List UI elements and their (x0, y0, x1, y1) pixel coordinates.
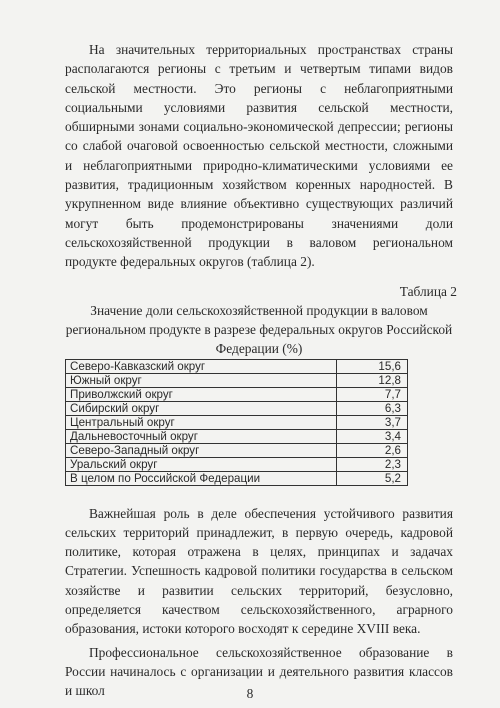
row-value: 5,2 (337, 471, 408, 485)
row-district: Центральный округ (66, 415, 337, 429)
table-row (66, 373, 408, 387)
agri-share-table (65, 359, 408, 486)
row-value: 2,6 (337, 443, 408, 457)
row-district: Северо-Кавказский округ (66, 359, 337, 373)
row-district: Сибирский округ (66, 401, 337, 415)
paragraph-education-history: Профессиональное сельскохозяйственное образование в России начиналось с организации и деятельного развития классов и школ (65, 644, 453, 699)
row-district: Уральский округ (66, 457, 337, 471)
table-row-total (66, 471, 408, 485)
table-row (66, 387, 408, 401)
row-value: 6,3 (337, 401, 408, 415)
row-district: Северо-Западный округ (66, 443, 337, 457)
row-value: 2,3 (337, 457, 408, 471)
row-district: Южный округ (66, 373, 337, 387)
table-title: Значение доли сельскохозяйственной продукции в валовом региональном продукте в разрезе федеральных округов Российской Федерации (%) (65, 302, 453, 356)
row-value: 15,6 (337, 359, 408, 373)
table-caption: Таблица 2 (399, 283, 457, 299)
table-row (66, 415, 408, 429)
row-value: 3,4 (337, 429, 408, 443)
page-number: 8 (246, 686, 254, 701)
row-district: Приволжский округ (66, 387, 337, 401)
row-value: 7,7 (337, 387, 408, 401)
table-row (66, 443, 408, 457)
table-row (66, 429, 408, 443)
row-value: 12,8 (337, 373, 408, 387)
table-row (66, 359, 408, 373)
table-row (66, 401, 408, 415)
paragraph-regions: На значительных территориальных пространствах страны располагаются регионы с третьим и четвертым типами видов сельской местности. Это регионы с неблагоприятными социальными условиями развития сельской местности, обширными зонами социально-экономической депрессии; регионы со слабой очаговой освоенностью сельской местности, сложными и неблагоприятными природно-климатическими условиями ее развития, традиционным хозяйством коренных народностей. В укрупненном виде влияние объективно существующих различий могут быть продемонстрированы значениями доли сельскохозяйственной продукции в валовом региональном продукте федеральных округов (таблица 2). (65, 42, 453, 270)
row-district: Дальневосточный округ (66, 429, 337, 443)
paragraph-personnel-policy: Важнейшая роль в деле обеспечения устойчивого развития сельских территорий принадлежит, в первую очередь, кадровой политике, которая отражена в целях, принципах и задачах Стратегии. Успешность кадровой политики государства в сельском хозяйстве и развитии сельских территорий, безусловно, определяется качеством сельскохозяйственного, аграрного образования, истоки которого восходят к середине XVIII века. (65, 505, 453, 637)
row-value: 3,7 (337, 415, 408, 429)
document-page (65, 40, 457, 701)
table-row (66, 457, 408, 471)
row-district: В целом по Российской Федерации (66, 471, 337, 485)
